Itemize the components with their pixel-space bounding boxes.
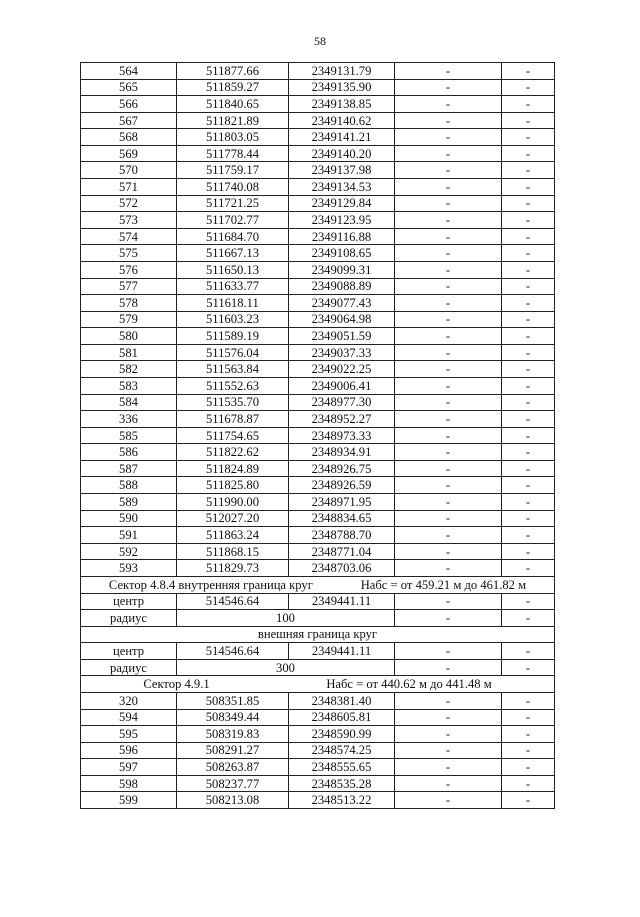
col-a: - xyxy=(395,510,502,527)
point-number: 586 xyxy=(81,444,177,461)
table-row xyxy=(81,411,555,428)
col-b: - xyxy=(502,709,555,726)
coord-x: 511563.84 xyxy=(177,361,289,378)
col-a: - xyxy=(395,295,502,312)
col-a: - xyxy=(395,195,502,212)
coord-x: 511684.70 xyxy=(177,228,289,245)
coord-y: 2348971.95 xyxy=(289,494,395,511)
coord-x: 511822.62 xyxy=(177,444,289,461)
table-row xyxy=(81,261,555,278)
point-number: 580 xyxy=(81,328,177,345)
col-a: - xyxy=(395,692,502,709)
col-b: - xyxy=(502,494,555,511)
table-row xyxy=(81,792,555,809)
col-a: - xyxy=(395,344,502,361)
table-row xyxy=(81,328,555,345)
coord-y: 2348934.91 xyxy=(289,444,395,461)
coord-x: 511535.70 xyxy=(177,394,289,411)
coord-y: 2348926.59 xyxy=(289,477,395,494)
col-a: - xyxy=(395,96,502,113)
col-a: - xyxy=(395,593,502,610)
coord-x: 511859.27 xyxy=(177,79,289,96)
table-row xyxy=(81,195,555,212)
col-b: - xyxy=(502,295,555,312)
coord-y: 2349116.88 xyxy=(289,228,395,245)
radius-value: 300 xyxy=(177,659,395,676)
col-a: - xyxy=(395,311,502,328)
coord-y: 2349123.95 xyxy=(289,212,395,229)
col-b: - xyxy=(502,63,555,80)
col-a: - xyxy=(395,543,502,560)
coord-x: 511603.23 xyxy=(177,311,289,328)
section-height-range: Набс = от 440.62 м до 441.48 м xyxy=(326,677,492,692)
coord-x: 511829.73 xyxy=(177,560,289,577)
col-a: - xyxy=(395,444,502,461)
coord-x: 511863.24 xyxy=(177,527,289,544)
table-row xyxy=(81,510,555,527)
coord-y: 2348703.06 xyxy=(289,560,395,577)
coord-x: 512027.20 xyxy=(177,510,289,527)
coord-x: 511633.77 xyxy=(177,278,289,295)
coord-y: 2349138.85 xyxy=(289,96,395,113)
col-a: - xyxy=(395,394,502,411)
coord-y: 2349135.90 xyxy=(289,79,395,96)
coord-x: 514546.64 xyxy=(177,593,289,610)
point-number: 581 xyxy=(81,344,177,361)
section-row xyxy=(81,576,555,593)
col-b: - xyxy=(502,195,555,212)
coord-x: 511576.04 xyxy=(177,344,289,361)
col-b: - xyxy=(502,659,555,676)
radius-row xyxy=(81,659,555,676)
table-row xyxy=(81,709,555,726)
col-a: - xyxy=(395,427,502,444)
coord-y: 2348788.70 xyxy=(289,527,395,544)
col-b: - xyxy=(502,477,555,494)
point-number: 582 xyxy=(81,361,177,378)
point-number: 566 xyxy=(81,96,177,113)
table-row xyxy=(81,361,555,378)
col-a: - xyxy=(395,63,502,80)
table-row xyxy=(81,742,555,759)
table-row xyxy=(81,245,555,262)
coord-x: 511667.13 xyxy=(177,245,289,262)
coord-y: 2348381.40 xyxy=(289,692,395,709)
col-b: - xyxy=(502,510,555,527)
point-number: 592 xyxy=(81,543,177,560)
coord-x: 511618.11 xyxy=(177,295,289,312)
coord-x: 508237.77 xyxy=(177,775,289,792)
subsection-header: внешняя граница круг xyxy=(81,626,555,643)
point-number: 598 xyxy=(81,775,177,792)
col-a: - xyxy=(395,411,502,428)
coord-x: 511821.89 xyxy=(177,112,289,129)
col-b: - xyxy=(502,427,555,444)
coord-y: 2348977.30 xyxy=(289,394,395,411)
point-number: центр xyxy=(81,593,177,610)
point-number: 573 xyxy=(81,212,177,229)
coord-y: 2349140.62 xyxy=(289,112,395,129)
col-a: - xyxy=(395,527,502,544)
col-b: - xyxy=(502,792,555,809)
table-row xyxy=(81,377,555,394)
col-a: - xyxy=(395,610,502,627)
col-a: - xyxy=(395,228,502,245)
col-b: - xyxy=(502,261,555,278)
table-row xyxy=(81,112,555,129)
coord-x: 511824.89 xyxy=(177,460,289,477)
col-b: - xyxy=(502,726,555,743)
col-a: - xyxy=(395,726,502,743)
col-a: - xyxy=(395,709,502,726)
table-row xyxy=(81,460,555,477)
col-a: - xyxy=(395,759,502,776)
col-a: - xyxy=(395,742,502,759)
table-row xyxy=(81,643,555,660)
table-row xyxy=(81,726,555,743)
table-row xyxy=(81,278,555,295)
radius-label: радиус xyxy=(81,610,177,627)
point-number: 569 xyxy=(81,145,177,162)
coord-y: 2349137.98 xyxy=(289,162,395,179)
table-row xyxy=(81,593,555,610)
point-number: 568 xyxy=(81,129,177,146)
col-a: - xyxy=(395,775,502,792)
coord-y: 2349088.89 xyxy=(289,278,395,295)
col-b: - xyxy=(502,278,555,295)
table-row xyxy=(81,344,555,361)
coord-y: 2348952.27 xyxy=(289,411,395,428)
point-number: 336 xyxy=(81,411,177,428)
coord-x: 511721.25 xyxy=(177,195,289,212)
col-b: - xyxy=(502,527,555,544)
coord-x: 508263.87 xyxy=(177,759,289,776)
table-row xyxy=(81,477,555,494)
point-number: 585 xyxy=(81,427,177,444)
coord-x: 514546.64 xyxy=(177,643,289,660)
page-number: 58 xyxy=(314,34,326,48)
col-b: - xyxy=(502,543,555,560)
col-a: - xyxy=(395,212,502,229)
col-a: - xyxy=(395,129,502,146)
table-row xyxy=(81,179,555,196)
point-number: 593 xyxy=(81,560,177,577)
point-number: 575 xyxy=(81,245,177,262)
col-b: - xyxy=(502,162,555,179)
coord-y: 2348926.75 xyxy=(289,460,395,477)
col-b: - xyxy=(502,444,555,461)
point-number: 320 xyxy=(81,692,177,709)
coord-y: 2349099.31 xyxy=(289,261,395,278)
point-number: 576 xyxy=(81,261,177,278)
col-a: - xyxy=(395,261,502,278)
col-b: - xyxy=(502,129,555,146)
point-number: 588 xyxy=(81,477,177,494)
coord-x: 511803.05 xyxy=(177,129,289,146)
table-row xyxy=(81,444,555,461)
point-number: 571 xyxy=(81,179,177,196)
point-number: 578 xyxy=(81,295,177,312)
coord-y: 2349441.11 xyxy=(289,593,395,610)
coord-y: 2349077.43 xyxy=(289,295,395,312)
section-header xyxy=(81,576,555,593)
col-b: - xyxy=(502,742,555,759)
col-a: - xyxy=(395,792,502,809)
col-b: - xyxy=(502,245,555,262)
coord-x: 511702.77 xyxy=(177,212,289,229)
point-number: 584 xyxy=(81,394,177,411)
coord-y: 2349051.59 xyxy=(289,328,395,345)
coord-x: 508319.83 xyxy=(177,726,289,743)
point-number: 587 xyxy=(81,460,177,477)
col-a: - xyxy=(395,560,502,577)
subsection-row xyxy=(81,626,555,643)
col-b: - xyxy=(502,328,555,345)
point-number: 594 xyxy=(81,709,177,726)
coord-y: 2349108.65 xyxy=(289,245,395,262)
coord-x: 511825.80 xyxy=(177,477,289,494)
coord-x: 511552.63 xyxy=(177,377,289,394)
col-b: - xyxy=(502,411,555,428)
point-number: 565 xyxy=(81,79,177,96)
table-row xyxy=(81,145,555,162)
coord-y: 2348973.33 xyxy=(289,427,395,444)
section-header xyxy=(81,676,555,693)
coord-y: 2348771.04 xyxy=(289,543,395,560)
col-a: - xyxy=(395,162,502,179)
section-title: Сектор 4.8.4 внутренняя граница круг xyxy=(108,577,313,592)
point-number: центр xyxy=(81,643,177,660)
section-title: Сектор 4.9.1 xyxy=(143,677,210,692)
coord-y: 2349140.20 xyxy=(289,145,395,162)
table-row xyxy=(81,560,555,577)
coord-y: 2348574.25 xyxy=(289,742,395,759)
col-b: - xyxy=(502,460,555,477)
table-row xyxy=(81,775,555,792)
col-b: - xyxy=(502,96,555,113)
coord-x: 511589.19 xyxy=(177,328,289,345)
col-b: - xyxy=(502,179,555,196)
coord-y: 2349064.98 xyxy=(289,311,395,328)
coordinates-table xyxy=(80,62,555,809)
table-row xyxy=(81,162,555,179)
coord-y: 2349131.79 xyxy=(289,63,395,80)
col-b: - xyxy=(502,377,555,394)
table-row xyxy=(81,543,555,560)
point-number: 567 xyxy=(81,112,177,129)
col-b: - xyxy=(502,759,555,776)
coord-x: 511740.08 xyxy=(177,179,289,196)
col-b: - xyxy=(502,145,555,162)
col-a: - xyxy=(395,477,502,494)
coord-x: 508213.08 xyxy=(177,792,289,809)
point-number: 596 xyxy=(81,742,177,759)
radius-row xyxy=(81,610,555,627)
coord-y: 2348535.28 xyxy=(289,775,395,792)
point-number: 564 xyxy=(81,63,177,80)
col-b: - xyxy=(502,775,555,792)
point-number: 590 xyxy=(81,510,177,527)
point-number: 579 xyxy=(81,311,177,328)
col-b: - xyxy=(502,311,555,328)
table-row xyxy=(81,427,555,444)
table-row xyxy=(81,759,555,776)
section-header-content xyxy=(81,578,554,592)
col-b: - xyxy=(502,643,555,660)
table-row xyxy=(81,295,555,312)
table-row xyxy=(81,79,555,96)
col-b: - xyxy=(502,361,555,378)
table-row xyxy=(81,394,555,411)
coord-y: 2349037.33 xyxy=(289,344,395,361)
point-number: 589 xyxy=(81,494,177,511)
radius-label: радиус xyxy=(81,659,177,676)
coord-x: 511990.00 xyxy=(177,494,289,511)
col-b: - xyxy=(502,212,555,229)
coord-y: 2348605.81 xyxy=(289,709,395,726)
coord-x: 511868.15 xyxy=(177,543,289,560)
table-row xyxy=(81,63,555,80)
radius-value: 100 xyxy=(177,610,395,627)
col-b: - xyxy=(502,112,555,129)
coord-y: 2348834.65 xyxy=(289,510,395,527)
table-row xyxy=(81,96,555,113)
col-a: - xyxy=(395,460,502,477)
col-a: - xyxy=(395,245,502,262)
col-b: - xyxy=(502,560,555,577)
section-header-content xyxy=(81,677,554,691)
coord-y: 2349134.53 xyxy=(289,179,395,196)
col-a: - xyxy=(395,377,502,394)
point-number: 591 xyxy=(81,527,177,544)
coord-y: 2349022.25 xyxy=(289,361,395,378)
coord-y: 2349141.21 xyxy=(289,129,395,146)
section-row xyxy=(81,676,555,693)
col-a: - xyxy=(395,278,502,295)
col-b: - xyxy=(502,344,555,361)
table-row xyxy=(81,494,555,511)
coord-x: 508291.27 xyxy=(177,742,289,759)
col-b: - xyxy=(502,593,555,610)
table-row xyxy=(81,228,555,245)
col-a: - xyxy=(395,179,502,196)
col-b: - xyxy=(502,692,555,709)
coord-y: 2349006.41 xyxy=(289,377,395,394)
coord-x: 511778.44 xyxy=(177,145,289,162)
coord-x: 511759.17 xyxy=(177,162,289,179)
coord-y: 2348590.99 xyxy=(289,726,395,743)
col-a: - xyxy=(395,659,502,676)
point-number: 577 xyxy=(81,278,177,295)
table-row xyxy=(81,129,555,146)
coord-x: 511678.87 xyxy=(177,411,289,428)
point-number: 574 xyxy=(81,228,177,245)
col-b: - xyxy=(502,394,555,411)
coord-x: 508351.85 xyxy=(177,692,289,709)
col-a: - xyxy=(395,79,502,96)
table-row xyxy=(81,692,555,709)
col-b: - xyxy=(502,79,555,96)
coord-x: 511754.65 xyxy=(177,427,289,444)
coord-y: 2349441.11 xyxy=(289,643,395,660)
point-number: 572 xyxy=(81,195,177,212)
col-a: - xyxy=(395,494,502,511)
coord-y: 2349129.84 xyxy=(289,195,395,212)
point-number: 583 xyxy=(81,377,177,394)
section-height-range: Набс = от 459.21 м до 461.82 м xyxy=(360,577,527,592)
coord-x: 508349.44 xyxy=(177,709,289,726)
coord-y: 2348555.65 xyxy=(289,759,395,776)
col-b: - xyxy=(502,610,555,627)
coord-y: 2348513.22 xyxy=(289,792,395,809)
coordinates-table-body xyxy=(81,63,555,809)
coord-x: 511650.13 xyxy=(177,261,289,278)
col-a: - xyxy=(395,361,502,378)
table-row xyxy=(81,311,555,328)
col-a: - xyxy=(395,328,502,345)
col-a: - xyxy=(395,145,502,162)
col-b: - xyxy=(502,228,555,245)
col-a: - xyxy=(395,643,502,660)
point-number: 597 xyxy=(81,759,177,776)
point-number: 595 xyxy=(81,726,177,743)
coord-x: 511840.65 xyxy=(177,96,289,113)
table-row xyxy=(81,212,555,229)
point-number: 599 xyxy=(81,792,177,809)
coord-x: 511877.66 xyxy=(177,63,289,80)
col-a: - xyxy=(395,112,502,129)
point-number: 570 xyxy=(81,162,177,179)
table-row xyxy=(81,527,555,544)
